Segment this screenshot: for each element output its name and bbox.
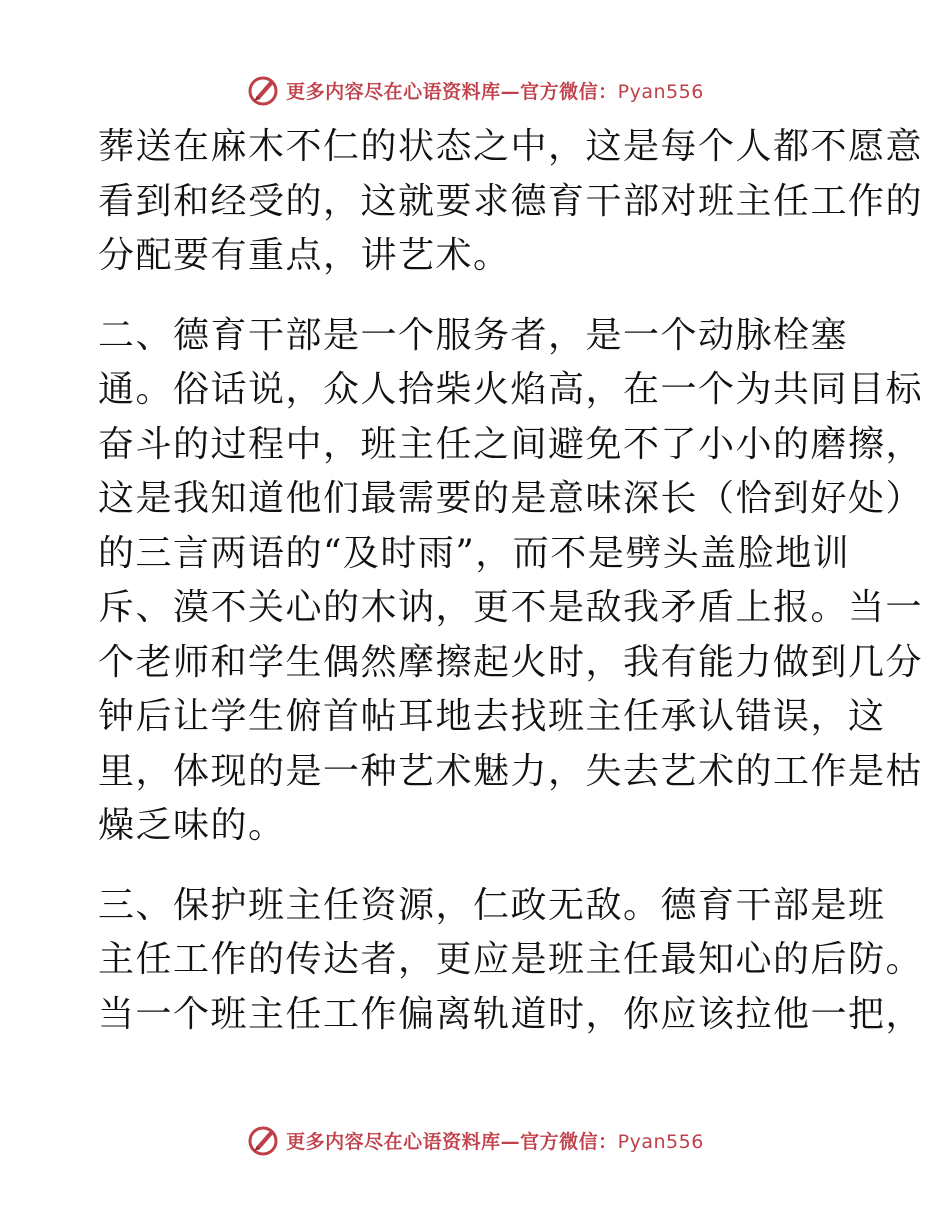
text-line: 主任工作的传达者，更应是班主任最知心的后防。 — [98, 939, 924, 980]
text-line: 钟后让学生俯首帖耳地去找班主任承认错误，这 — [98, 696, 886, 737]
watermark-text: 更多内容尽在心语资料库—官方微信：Pyan556 — [286, 1130, 704, 1153]
paragraph — [98, 120, 924, 284]
quill-pen-circle-icon — [246, 1123, 280, 1157]
wechat-id: Pyan556 — [617, 1130, 704, 1153]
text-line: 二、德育干部是一个服务者，是一个动脉栓塞 — [98, 314, 849, 356]
wechat-id: Pyan556 — [617, 80, 704, 103]
header-watermark — [0, 70, 950, 110]
text-line: 看到和经受的，这就要求德育干部对班主任工作的 — [98, 180, 924, 222]
paragraph — [98, 879, 924, 1043]
text-line: 当一个班主任工作偏离轨道时，你应该拉他一把， — [98, 993, 924, 1035]
paragraph — [98, 309, 924, 854]
document-body — [98, 120, 924, 1042]
text-line: 分配要有重点，讲艺术。 — [98, 235, 511, 276]
text-line: 里，体现的是一种艺术魅力，失去艺术的工作是枯 — [98, 750, 924, 792]
text-line: 个老师和学生偶然摩擦起火时，我有能力做到几分 — [98, 641, 924, 683]
text-line: 三、保护班主任资源，仁政无敌。德育干部是班 — [98, 884, 886, 926]
text-line: 斥、漠不关心的木讷，更不是敌我矛盾上报。当一 — [98, 587, 924, 628]
watermark-text: 更多内容尽在心语资料库—官方微信：Pyan556 — [286, 80, 704, 103]
footer-watermark — [0, 1120, 950, 1160]
text-line: 通。俗话说，众人拾柴火焰高，在一个为共同目标 — [98, 369, 924, 410]
text-line: 燥乏味的。 — [98, 805, 286, 846]
text-line: 这是我知道他们最需要的是意味深长（恰到好处） — [98, 478, 924, 519]
text-line: 奋斗的过程中，班主任之间避免不了小小的磨擦， — [98, 423, 924, 465]
quill-pen-circle-icon — [246, 73, 280, 107]
paragraph-gap — [98, 284, 858, 309]
text-line: 的三言两语的“及时雨”，而不是劈头盖脸地训 — [98, 532, 851, 574]
paragraph-gap — [98, 854, 858, 879]
text-line: 葬送在麻木不仁的状态之中，这是每个人都不愿意 — [98, 126, 924, 167]
